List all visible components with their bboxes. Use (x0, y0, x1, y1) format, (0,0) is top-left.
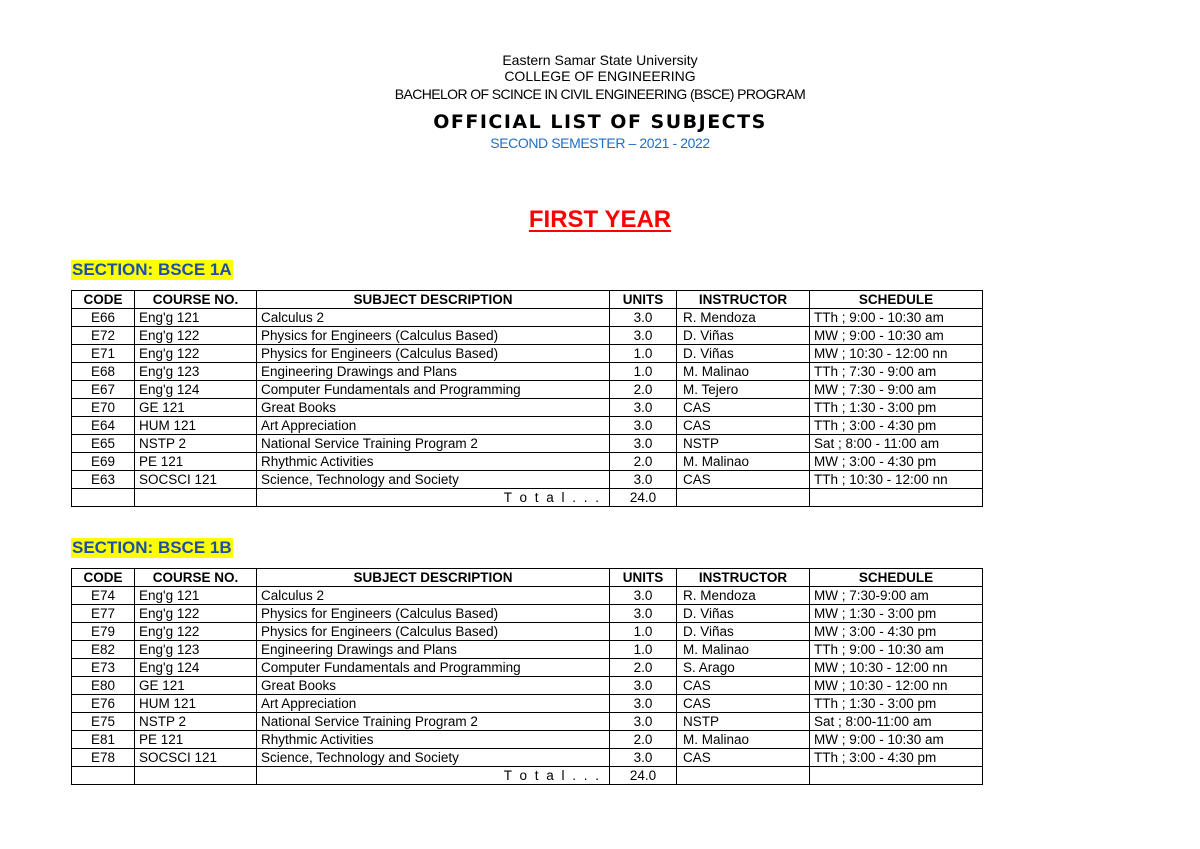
table-row (72, 749, 983, 767)
total-label: T o t a l . . . (257, 489, 610, 507)
cell-code: E71 (72, 345, 135, 363)
col-header-schedule: SCHEDULE (810, 291, 983, 309)
table-row (72, 327, 983, 345)
college-name: COLLEGE OF ENGINEERING (504, 68, 696, 84)
table-row (72, 641, 983, 659)
cell-course: Eng'g 122 (135, 605, 257, 623)
cell-schedule: TTh ; 7:30 - 9:00 am (810, 363, 983, 381)
section-label-1b: SECTION: BSCE 1B (72, 538, 232, 557)
cell-units: 3.0 (610, 435, 677, 453)
cell-code: E73 (72, 659, 135, 677)
col-header-instructor: INSTRUCTOR (677, 569, 810, 587)
cell-instructor: CAS (677, 695, 810, 713)
subjects-table-1b (71, 568, 983, 785)
table-row (72, 381, 983, 399)
cell-schedule: MW ; 3:00 - 4:30 pm (810, 453, 983, 471)
cell-units: 2.0 (610, 381, 677, 399)
table-row (72, 345, 983, 363)
cell-instructor: D. Viñas (677, 623, 810, 641)
col-header-schedule: SCHEDULE (810, 569, 983, 587)
cell-description: Art Appreciation (257, 417, 610, 435)
table-row (72, 605, 983, 623)
cell-code: E75 (72, 713, 135, 731)
table-row (72, 309, 983, 327)
cell-schedule: MW ; 1:30 - 3:00 pm (810, 605, 983, 623)
cell-code: E66 (72, 309, 135, 327)
cell-empty (72, 767, 135, 785)
cell-instructor: CAS (677, 677, 810, 695)
cell-code: E79 (72, 623, 135, 641)
cell-schedule: MW ; 9:00 - 10:30 am (810, 731, 983, 749)
col-header-units: UNITS (610, 569, 677, 587)
cell-code: E64 (72, 417, 135, 435)
cell-code: E68 (72, 363, 135, 381)
cell-code: E72 (72, 327, 135, 345)
cell-schedule: TTh ; 1:30 - 3:00 pm (810, 399, 983, 417)
cell-course: GE 121 (135, 399, 257, 417)
cell-course: Eng'g 122 (135, 623, 257, 641)
cell-description: Physics for Engineers (Calculus Based) (257, 605, 610, 623)
cell-schedule: TTh ; 10:30 - 12:00 nn (810, 471, 983, 489)
cell-code: E65 (72, 435, 135, 453)
cell-empty (677, 767, 810, 785)
col-header-description: SUBJECT DESCRIPTION (257, 569, 610, 587)
cell-description: Calculus 2 (257, 309, 610, 327)
cell-schedule: TTh ; 1:30 - 3:00 pm (810, 695, 983, 713)
cell-description: Computer Fundamentals and Programming (257, 381, 610, 399)
cell-course: SOCSCI 121 (135, 749, 257, 767)
cell-code: E67 (72, 381, 135, 399)
cell-description: Art Appreciation (257, 695, 610, 713)
cell-instructor: D. Viñas (677, 327, 810, 345)
cell-description: Rhythmic Activities (257, 453, 610, 471)
cell-instructor: R. Mendoza (677, 309, 810, 327)
cell-units: 3.0 (610, 309, 677, 327)
cell-instructor: NSTP (677, 435, 810, 453)
cell-description: Science, Technology and Society (257, 471, 610, 489)
cell-instructor: M. Malinao (677, 641, 810, 659)
cell-course: SOCSCI 121 (135, 471, 257, 489)
cell-units: 1.0 (610, 623, 677, 641)
cell-course: PE 121 (135, 453, 257, 471)
cell-schedule: TTh ; 9:00 - 10:30 am (810, 641, 983, 659)
cell-empty (810, 767, 983, 785)
cell-course: Eng'g 122 (135, 345, 257, 363)
cell-schedule: MW ; 10:30 - 12:00 nn (810, 659, 983, 677)
cell-instructor: CAS (677, 417, 810, 435)
cell-empty (72, 489, 135, 507)
cell-units: 1.0 (610, 363, 677, 381)
cell-schedule: MW ; 10:30 - 12:00 nn (810, 345, 983, 363)
cell-instructor: CAS (677, 399, 810, 417)
document-header (0, 52, 1200, 152)
table-row (72, 695, 983, 713)
cell-course: Eng'g 123 (135, 641, 257, 659)
col-header-code: CODE (72, 291, 135, 309)
table-row (72, 399, 983, 417)
cell-description: Calculus 2 (257, 587, 610, 605)
cell-description: Science, Technology and Society (257, 749, 610, 767)
cell-schedule: MW ; 3:00 - 4:30 pm (810, 623, 983, 641)
cell-empty (135, 489, 257, 507)
cell-code: E76 (72, 695, 135, 713)
cell-units: 3.0 (610, 399, 677, 417)
cell-course: Eng'g 121 (135, 587, 257, 605)
col-header-units: UNITS (610, 291, 677, 309)
cell-instructor: M. Malinao (677, 453, 810, 471)
cell-instructor: R. Mendoza (677, 587, 810, 605)
cell-course: Eng'g 121 (135, 309, 257, 327)
cell-instructor: NSTP (677, 713, 810, 731)
cell-description: Engineering Drawings and Plans (257, 363, 610, 381)
cell-course: Eng'g 124 (135, 659, 257, 677)
col-header-code: CODE (72, 569, 135, 587)
cell-code: E78 (72, 749, 135, 767)
cell-course: Eng'g 124 (135, 381, 257, 399)
total-units: 24.0 (610, 489, 677, 507)
table-row (72, 677, 983, 695)
cell-code: E77 (72, 605, 135, 623)
cell-course: GE 121 (135, 677, 257, 695)
cell-description: Physics for Engineers (Calculus Based) (257, 623, 610, 641)
cell-empty (810, 489, 983, 507)
total-row (72, 489, 983, 507)
total-units: 24.0 (610, 767, 677, 785)
cell-units: 3.0 (610, 587, 677, 605)
cell-schedule: TTh ; 3:00 - 4:30 pm (810, 749, 983, 767)
cell-units: 3.0 (610, 327, 677, 345)
table-row (72, 713, 983, 731)
cell-instructor: M. Malinao (677, 363, 810, 381)
cell-schedule: Sat ; 8:00-11:00 am (810, 713, 983, 731)
cell-course: Eng'g 122 (135, 327, 257, 345)
cell-units: 3.0 (610, 695, 677, 713)
cell-units: 1.0 (610, 345, 677, 363)
table-header-row (72, 569, 983, 587)
cell-units: 3.0 (610, 471, 677, 489)
cell-code: E74 (72, 587, 135, 605)
cell-course: Eng'g 123 (135, 363, 257, 381)
table-row (72, 453, 983, 471)
table-row (72, 587, 983, 605)
table-row (72, 471, 983, 489)
cell-schedule: TTh ; 3:00 - 4:30 pm (810, 417, 983, 435)
cell-instructor: CAS (677, 471, 810, 489)
cell-course: HUM 121 (135, 417, 257, 435)
cell-description: Computer Fundamentals and Programming (257, 659, 610, 677)
cell-empty (135, 767, 257, 785)
table-row (72, 623, 983, 641)
cell-units: 3.0 (610, 605, 677, 623)
table-row (72, 435, 983, 453)
cell-schedule: MW ; 9:00 - 10:30 am (810, 327, 983, 345)
cell-course: HUM 121 (135, 695, 257, 713)
subjects-table-1a (71, 290, 983, 507)
cell-units: 1.0 (610, 641, 677, 659)
col-header-instructor: INSTRUCTOR (677, 291, 810, 309)
col-header-description: SUBJECT DESCRIPTION (257, 291, 610, 309)
cell-units: 2.0 (610, 731, 677, 749)
semester-label: SECOND SEMESTER – 2021 - 2022 (490, 135, 710, 151)
table-row (72, 417, 983, 435)
cell-units: 3.0 (610, 417, 677, 435)
table-row (72, 659, 983, 677)
cell-code: E63 (72, 471, 135, 489)
cell-code: E81 (72, 731, 135, 749)
cell-schedule: MW ; 7:30 - 9:00 am (810, 381, 983, 399)
cell-description: Great Books (257, 399, 610, 417)
cell-schedule: TTh ; 9:00 - 10:30 am (810, 309, 983, 327)
cell-units: 2.0 (610, 659, 677, 677)
section-label-1a: SECTION: BSCE 1A (72, 260, 232, 279)
cell-description: National Service Training Program 2 (257, 435, 610, 453)
cell-instructor: CAS (677, 749, 810, 767)
cell-units: 3.0 (610, 713, 677, 731)
cell-instructor: D. Viñas (677, 345, 810, 363)
col-header-course: COURSE NO. (135, 569, 257, 587)
cell-instructor: S. Arago (677, 659, 810, 677)
cell-course: PE 121 (135, 731, 257, 749)
cell-code: E70 (72, 399, 135, 417)
cell-code: E82 (72, 641, 135, 659)
cell-schedule: MW ; 7:30-9:00 am (810, 587, 983, 605)
university-name: Eastern Samar State University (502, 52, 698, 68)
cell-units: 3.0 (610, 749, 677, 767)
program-name: BACHELOR OF SCINCE IN CIVIL ENGINEERING (BSCE) PROGRAM (394, 86, 806, 102)
cell-description: Great Books (257, 677, 610, 695)
cell-course: NSTP 2 (135, 713, 257, 731)
year-heading: FIRST YEAR (528, 206, 672, 233)
cell-code: E69 (72, 453, 135, 471)
total-label: T o t a l . . . (257, 767, 610, 785)
table-header-row (72, 291, 983, 309)
cell-description: National Service Training Program 2 (257, 713, 610, 731)
document-title: OFFICIAL LIST OF SUBJECTS (433, 111, 767, 133)
cell-units: 2.0 (610, 453, 677, 471)
cell-description: Physics for Engineers (Calculus Based) (257, 345, 610, 363)
col-header-course: COURSE NO. (135, 291, 257, 309)
cell-units: 3.0 (610, 677, 677, 695)
cell-instructor: M. Malinao (677, 731, 810, 749)
table-row (72, 731, 983, 749)
cell-description: Physics for Engineers (Calculus Based) (257, 327, 610, 345)
cell-instructor: D. Viñas (677, 605, 810, 623)
total-row (72, 767, 983, 785)
cell-empty (677, 489, 810, 507)
cell-course: NSTP 2 (135, 435, 257, 453)
cell-instructor: M. Tejero (677, 381, 810, 399)
cell-description: Rhythmic Activities (257, 731, 610, 749)
table-row (72, 363, 983, 381)
cell-code: E80 (72, 677, 135, 695)
cell-schedule: MW ; 10:30 - 12:00 nn (810, 677, 983, 695)
cell-description: Engineering Drawings and Plans (257, 641, 610, 659)
cell-schedule: Sat ; 8:00 - 11:00 am (810, 435, 983, 453)
